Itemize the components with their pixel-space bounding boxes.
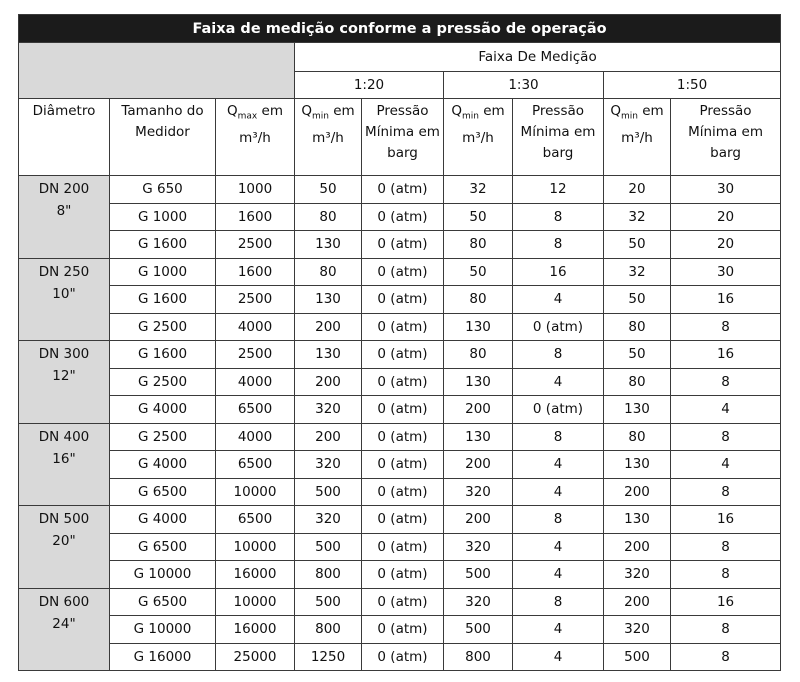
qmin-1-20-cell: 200 — [295, 368, 362, 396]
qmin-1-50-cell: 32 — [604, 203, 671, 231]
col-header-qmin-1-20: $Q_{min}$ em m³/h — [295, 99, 362, 176]
table-row — [19, 368, 781, 396]
pressure-1-30-cell: 8 — [513, 203, 604, 231]
qmax-cell: 25000 — [216, 643, 295, 671]
qmin-1-20-cell: 1250 — [295, 643, 362, 671]
pressure-1-50-cell: 16 — [671, 506, 781, 534]
qmax-cell: 1600 — [216, 258, 295, 286]
pressure-1-30-cell: 8 — [513, 231, 604, 259]
ratio-header-1-30: 1:30 — [444, 72, 604, 99]
meter-size-cell: G 6500 — [110, 588, 216, 616]
qmin-1-20-cell: 130 — [295, 341, 362, 369]
qmin-1-20-cell: 320 — [295, 396, 362, 424]
qmin-1-30-cell: 200 — [444, 396, 513, 424]
qmin-1-30-cell: 130 — [444, 313, 513, 341]
pressure-1-50-cell: 8 — [671, 313, 781, 341]
pressure-1-20-cell: 0 (atm) — [362, 451, 444, 479]
qmin-1-30-cell: 200 — [444, 506, 513, 534]
table-row — [19, 616, 781, 644]
qmin-1-20-cell: 320 — [295, 506, 362, 534]
qmax-cell: 10000 — [216, 478, 295, 506]
col-header-pressao-1-20: Pressão Mínima em barg — [362, 99, 444, 176]
qmin-1-30-cell: 80 — [444, 341, 513, 369]
table-row — [19, 258, 781, 286]
pressure-1-50-cell: 8 — [671, 423, 781, 451]
diameter-dn: DN 300 — [38, 346, 90, 362]
qmin-1-50-cell: 200 — [604, 533, 671, 561]
table-row — [19, 533, 781, 561]
diameter-dn: DN 500 — [38, 511, 90, 527]
meter-size-cell: G 10000 — [110, 616, 216, 644]
qmax-cell: 16000 — [216, 616, 295, 644]
qmin-1-20-cell: 130 — [295, 231, 362, 259]
pressure-1-30-cell: 0 (atm) — [513, 396, 604, 424]
pressure-1-50-cell: 8 — [671, 478, 781, 506]
diameter-cell — [19, 176, 110, 259]
table-row — [19, 478, 781, 506]
pressure-1-30-cell: 4 — [513, 451, 604, 479]
pressure-1-20-cell: 0 (atm) — [362, 533, 444, 561]
qmin-1-50-cell: 500 — [604, 643, 671, 671]
pressure-1-30-cell: 4 — [513, 478, 604, 506]
qmin-1-30-cell: 200 — [444, 451, 513, 479]
qmax-cell: 4000 — [216, 368, 295, 396]
meter-size-cell: G 16000 — [110, 643, 216, 671]
meter-size-cell: G 2500 — [110, 313, 216, 341]
range-header: Faixa De Medição — [295, 43, 781, 72]
meter-size-cell: G 1600 — [110, 286, 216, 314]
pressure-1-20-cell: 0 (atm) — [362, 286, 444, 314]
pressure-1-50-cell: 16 — [671, 341, 781, 369]
qmax-cell: 6500 — [216, 451, 295, 479]
meter-size-cell: G 10000 — [110, 561, 216, 589]
qmin-1-50-cell: 320 — [604, 616, 671, 644]
qmin-1-30-cell: 500 — [444, 616, 513, 644]
qmax-cell: 6500 — [216, 506, 295, 534]
pressure-1-50-cell: 4 — [671, 396, 781, 424]
pressure-1-30-cell: 12 — [513, 176, 604, 204]
table-row — [19, 396, 781, 424]
qmin-1-50-cell: 80 — [604, 313, 671, 341]
col-header-qmax: $Q_{max}$ em m³/h — [216, 99, 295, 176]
pressure-1-50-cell: 16 — [671, 286, 781, 314]
table-row — [19, 451, 781, 479]
qmin-1-20-cell: 500 — [295, 478, 362, 506]
diameter-inch: 10" — [52, 285, 76, 302]
meter-size-cell: G 1600 — [110, 341, 216, 369]
pressure-1-30-cell: 16 — [513, 258, 604, 286]
pressure-1-30-cell: 4 — [513, 616, 604, 644]
qmax-cell: 10000 — [216, 588, 295, 616]
qmin-1-30-cell: 80 — [444, 231, 513, 259]
pressure-1-50-cell: 30 — [671, 258, 781, 286]
meter-size-cell: G 2500 — [110, 423, 216, 451]
pressure-1-30-cell: 4 — [513, 286, 604, 314]
col-header-tamanho: Tamanho do Medidor — [110, 99, 216, 176]
qmin-1-20-cell: 800 — [295, 561, 362, 589]
qmin-1-20-cell: 130 — [295, 286, 362, 314]
pressure-1-30-cell: 4 — [513, 643, 604, 671]
pressure-1-50-cell: 20 — [671, 203, 781, 231]
pressure-1-50-cell: 8 — [671, 616, 781, 644]
col-header-pressao-1-30: Pressão Mínima em barg — [513, 99, 604, 176]
pressure-1-50-cell: 8 — [671, 561, 781, 589]
meter-size-cell: G 4000 — [110, 506, 216, 534]
qmin-1-30-cell: 50 — [444, 258, 513, 286]
header-blank-cell — [19, 43, 295, 99]
qmin-1-20-cell: 500 — [295, 588, 362, 616]
qmax-cell: 4000 — [216, 423, 295, 451]
qmin-1-20-cell: 200 — [295, 313, 362, 341]
table-row — [19, 341, 781, 369]
qmin-1-50-cell: 200 — [604, 588, 671, 616]
qmin-1-20-cell: 80 — [295, 258, 362, 286]
pressure-1-50-cell: 30 — [671, 176, 781, 204]
table-row — [19, 506, 781, 534]
pressure-1-20-cell: 0 (atm) — [362, 396, 444, 424]
meter-size-cell: G 4000 — [110, 451, 216, 479]
qmin-1-20-cell: 800 — [295, 616, 362, 644]
qmin-1-50-cell: 50 — [604, 231, 671, 259]
table-row — [19, 176, 781, 204]
table-row — [19, 203, 781, 231]
table-row — [19, 588, 781, 616]
qmin-1-50-cell: 130 — [604, 451, 671, 479]
pressure-1-20-cell: 0 (atm) — [362, 643, 444, 671]
diameter-cell — [19, 506, 110, 589]
pressure-1-20-cell: 0 (atm) — [362, 176, 444, 204]
qmin-1-20-cell: 500 — [295, 533, 362, 561]
pressure-1-20-cell: 0 (atm) — [362, 561, 444, 589]
ratio-header-1-50: 1:50 — [604, 72, 781, 99]
qmin-1-30-cell: 800 — [444, 643, 513, 671]
qmin-1-50-cell: 32 — [604, 258, 671, 286]
qmin-1-20-cell: 80 — [295, 203, 362, 231]
ratio-header-1-20: 1:20 — [295, 72, 444, 99]
diameter-dn: DN 250 — [38, 263, 90, 280]
diameter-cell — [19, 588, 110, 671]
col-header-pressao-1-50: Pressão Mínima em barg — [671, 99, 781, 176]
meter-size-cell: G 6500 — [110, 533, 216, 561]
pressure-1-30-cell: 4 — [513, 368, 604, 396]
qmax-cell: 2500 — [216, 286, 295, 314]
pressure-1-50-cell: 16 — [671, 588, 781, 616]
col-header-qmin-1-50: $Q_{min}$ em m³/h — [604, 99, 671, 176]
pressure-1-20-cell: 0 (atm) — [362, 588, 444, 616]
qmin-1-30-cell: 320 — [444, 478, 513, 506]
qmin-1-50-cell: 80 — [604, 368, 671, 396]
diameter-inch: 20" — [52, 533, 76, 549]
diameter-inch: 8" — [56, 203, 72, 219]
pressure-1-30-cell: 0 (atm) — [513, 313, 604, 341]
table-title: Faixa de medição conforme a pressão de operação — [19, 15, 781, 43]
pressure-1-50-cell: 8 — [671, 533, 781, 561]
qmin-1-20-cell: 50 — [295, 176, 362, 204]
qmin-1-30-cell: 500 — [444, 561, 513, 589]
qmin-1-50-cell: 80 — [604, 423, 671, 451]
qmin-1-20-cell: 200 — [295, 423, 362, 451]
measurement-range-table — [18, 14, 781, 671]
pressure-1-50-cell: 20 — [671, 231, 781, 259]
meter-size-cell: G 1600 — [110, 231, 216, 259]
pressure-1-20-cell: 0 (atm) — [362, 258, 444, 286]
pressure-1-20-cell: 0 (atm) — [362, 478, 444, 506]
table-row — [19, 231, 781, 259]
qmin-1-50-cell: 20 — [604, 176, 671, 204]
pressure-1-30-cell: 8 — [513, 341, 604, 369]
diameter-inch: 16" — [52, 450, 76, 467]
col-header-qmin-1-30: $Q_{min}$ em m³/h — [444, 99, 513, 176]
qmin-1-20-cell: 320 — [295, 451, 362, 479]
diameter-inch: 24" — [52, 615, 76, 632]
meter-size-cell: G 1000 — [110, 203, 216, 231]
diameter-dn: DN 400 — [38, 428, 90, 445]
qmin-1-30-cell: 320 — [444, 533, 513, 561]
meter-size-cell: G 2500 — [110, 368, 216, 396]
qmax-cell: 2500 — [216, 231, 295, 259]
diameter-cell — [19, 423, 110, 506]
qmin-1-50-cell: 50 — [604, 341, 671, 369]
table-row — [19, 286, 781, 314]
meter-size-cell: G 6500 — [110, 478, 216, 506]
diameter-cell — [19, 341, 110, 424]
qmax-cell: 16000 — [216, 561, 295, 589]
diameter-dn: DN 200 — [38, 181, 90, 197]
qmax-cell: 1000 — [216, 176, 295, 204]
pressure-1-20-cell: 0 (atm) — [362, 203, 444, 231]
qmin-1-50-cell: 130 — [604, 506, 671, 534]
qmax-cell: 2500 — [216, 341, 295, 369]
pressure-1-30-cell: 8 — [513, 506, 604, 534]
qmin-1-30-cell: 130 — [444, 368, 513, 396]
meter-size-cell: G 4000 — [110, 396, 216, 424]
qmin-1-50-cell: 130 — [604, 396, 671, 424]
pressure-1-30-cell: 8 — [513, 588, 604, 616]
qmin-1-30-cell: 320 — [444, 588, 513, 616]
qmin-1-30-cell: 80 — [444, 286, 513, 314]
qmax-cell: 4000 — [216, 313, 295, 341]
pressure-1-20-cell: 0 (atm) — [362, 506, 444, 534]
qmin-1-30-cell: 50 — [444, 203, 513, 231]
qmin-1-50-cell: 320 — [604, 561, 671, 589]
qmin-1-30-cell: 32 — [444, 176, 513, 204]
pressure-1-50-cell: 8 — [671, 368, 781, 396]
qmax-cell: 6500 — [216, 396, 295, 424]
table-row — [19, 643, 781, 671]
diameter-dn: DN 600 — [38, 593, 90, 610]
table-row — [19, 423, 781, 451]
meter-size-cell: G 1000 — [110, 258, 216, 286]
qmax-cell: 10000 — [216, 533, 295, 561]
pressure-1-20-cell: 0 (atm) — [362, 341, 444, 369]
pressure-1-30-cell: 4 — [513, 561, 604, 589]
pressure-1-30-cell: 4 — [513, 533, 604, 561]
diameter-cell — [19, 258, 110, 341]
pressure-1-50-cell: 4 — [671, 451, 781, 479]
qmin-1-50-cell: 200 — [604, 478, 671, 506]
qmin-1-50-cell: 50 — [604, 286, 671, 314]
col-header-diametro: Diâmetro — [19, 99, 110, 176]
pressure-1-20-cell: 0 (atm) — [362, 616, 444, 644]
pressure-1-20-cell: 0 (atm) — [362, 231, 444, 259]
pressure-1-50-cell: 8 — [671, 643, 781, 671]
meter-size-cell: G 650 — [110, 176, 216, 204]
pressure-1-20-cell: 0 (atm) — [362, 368, 444, 396]
qmin-1-30-cell: 130 — [444, 423, 513, 451]
diameter-inch: 12" — [52, 368, 76, 384]
pressure-1-20-cell: 0 (atm) — [362, 423, 444, 451]
table-row — [19, 561, 781, 589]
pressure-1-30-cell: 8 — [513, 423, 604, 451]
table-row — [19, 313, 781, 341]
qmax-cell: 1600 — [216, 203, 295, 231]
pressure-1-20-cell: 0 (atm) — [362, 313, 444, 341]
